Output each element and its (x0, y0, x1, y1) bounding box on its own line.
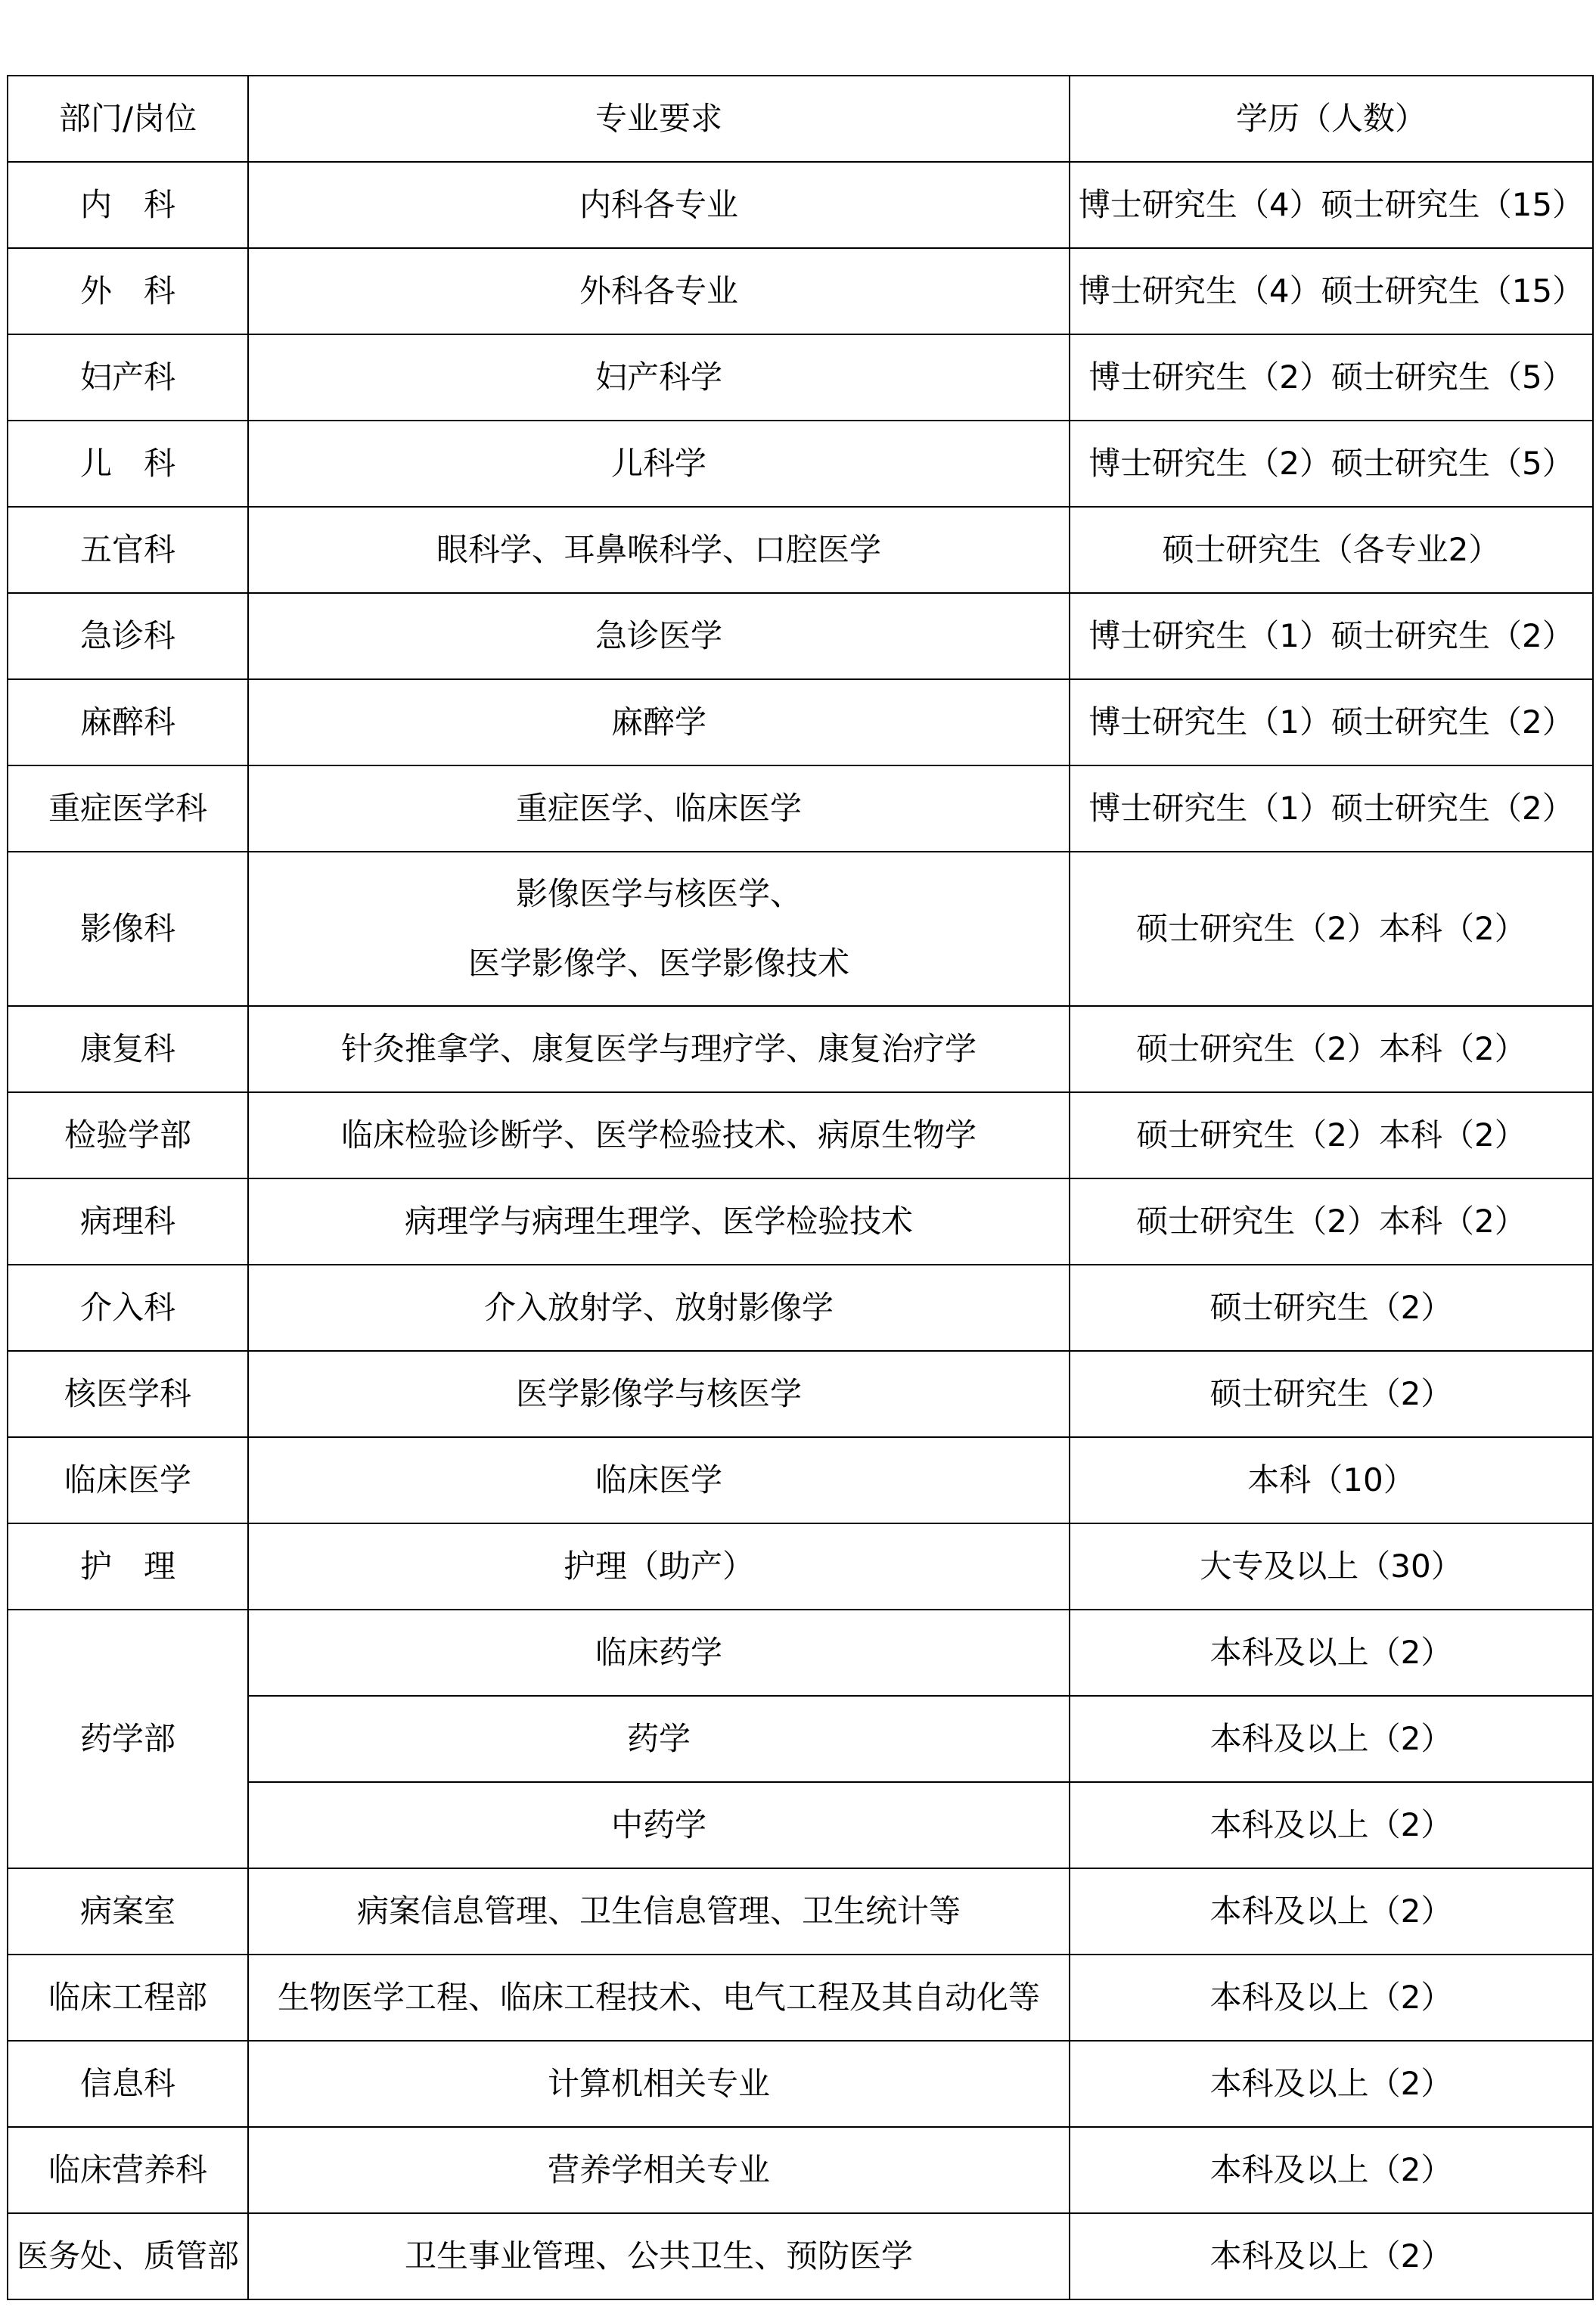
dept-cell: 临床营养科 (8, 2127, 248, 2213)
edu-cell: 博士研究生（4）硕士研究生（15） (1070, 162, 1593, 248)
dept-cell: 临床医学 (8, 1437, 248, 1523)
recruitment-table (7, 75, 1594, 2300)
major-line: 影像医学与核医学、 (515, 875, 802, 912)
dept-cell: 康复科 (8, 1006, 248, 1092)
edu-cell: 硕士研究生（2） (1070, 1351, 1593, 1437)
table-row (8, 1523, 1593, 1610)
dept-cell: 医务处、质管部 (8, 2213, 248, 2299)
dept-cell: 妇产科 (8, 334, 248, 421)
dept-cell: 信息科 (8, 2041, 248, 2127)
table-row (8, 852, 1593, 1006)
edu-cell: 博士研究生（2）硕士研究生（5） (1070, 421, 1593, 507)
edu-cell: 本科及以上（2） (1070, 1955, 1593, 2041)
dept-cell: 护 理 (8, 1523, 248, 1610)
major-cell: 计算机相关专业 (248, 2041, 1070, 2127)
edu-cell: 本科及以上（2） (1070, 1782, 1593, 1868)
major-cell: 营养学相关专业 (248, 2127, 1070, 2213)
table-row (8, 1351, 1593, 1437)
major-cell: 眼科学、耳鼻喉科学、口腔医学 (248, 507, 1070, 593)
table-row (8, 162, 1593, 248)
edu-cell: 本科（10） (1070, 1437, 1593, 1523)
edu-cell: 博士研究生（1）硕士研究生（2） (1070, 593, 1593, 679)
edu-cell: 大专及以上（30） (1070, 1523, 1593, 1610)
column-header-education: 学历（人数） (1070, 76, 1593, 162)
major-cell: 药学 (248, 1696, 1070, 1782)
dept-cell: 儿 科 (8, 421, 248, 507)
major-cell: 中药学 (248, 1782, 1070, 1868)
major-cell: 儿科学 (248, 421, 1070, 507)
table-row (8, 1178, 1593, 1265)
column-header-department: 部门/岗位 (8, 76, 248, 162)
major-cell: 临床检验诊断学、医学检验技术、病原生物学 (248, 1092, 1070, 1178)
table-row (8, 1868, 1593, 1955)
table-row (8, 248, 1593, 334)
table-row (8, 765, 1593, 852)
major-cell: 介入放射学、放射影像学 (248, 1265, 1070, 1351)
table-row (8, 679, 1593, 765)
major-cell: 病理学与病理生理学、医学检验技术 (248, 1178, 1070, 1265)
major-cell: 急诊医学 (248, 593, 1070, 679)
major-cell: 临床药学 (248, 1610, 1070, 1696)
dept-cell: 核医学科 (8, 1351, 248, 1437)
major-cell: 临床医学 (248, 1437, 1070, 1523)
major-cell: 外科各专业 (248, 248, 1070, 334)
edu-cell: 硕士研究生（2）本科（2） (1070, 1092, 1593, 1178)
edu-cell: 博士研究生（1）硕士研究生（2） (1070, 765, 1593, 852)
table-row (8, 1265, 1593, 1351)
edu-cell: 硕士研究生（2）本科（2） (1070, 852, 1593, 1006)
table-row (8, 2041, 1593, 2127)
dept-cell: 病理科 (8, 1178, 248, 1265)
dept-cell: 介入科 (8, 1265, 248, 1351)
edu-cell: 本科及以上（2） (1070, 1696, 1593, 1782)
table-row (8, 1437, 1593, 1523)
table-row (8, 334, 1593, 421)
edu-cell: 本科及以上（2） (1070, 2127, 1593, 2213)
dept-cell: 外 科 (8, 248, 248, 334)
major-cell: 病案信息管理、卫生信息管理、卫生统计等 (248, 1868, 1070, 1955)
major-cell: 内科各专业 (248, 162, 1070, 248)
major-cell: 麻醉学 (248, 679, 1070, 765)
major-cell: 护理（助产） (248, 1523, 1070, 1610)
edu-cell: 本科及以上（2） (1070, 1610, 1593, 1696)
major-cell: 医学影像学与核医学 (248, 1351, 1070, 1437)
edu-cell: 本科及以上（2） (1070, 1868, 1593, 1955)
table-row (8, 593, 1593, 679)
edu-cell: 硕士研究生（2）本科（2） (1070, 1178, 1593, 1265)
table-row (8, 1955, 1593, 2041)
edu-cell: 博士研究生（2）硕士研究生（5） (1070, 334, 1593, 421)
edu-cell: 硕士研究生（2） (1070, 1265, 1593, 1351)
dept-cell: 重症医学科 (8, 765, 248, 852)
edu-cell: 硕士研究生（各专业2） (1070, 507, 1593, 593)
column-header-major: 专业要求 (248, 76, 1070, 162)
dept-cell: 药学部 (8, 1610, 248, 1868)
major-cell: 卫生事业管理、公共卫生、预防医学 (248, 2213, 1070, 2299)
dept-cell: 麻醉科 (8, 679, 248, 765)
major-cell: 针灸推拿学、康复医学与理疗学、康复治疗学 (248, 1006, 1070, 1092)
table-row (8, 507, 1593, 593)
major-cell: 生物医学工程、临床工程技术、电气工程及其自动化等 (248, 1955, 1070, 2041)
table-row (8, 1092, 1593, 1178)
dept-cell: 五官科 (8, 507, 248, 593)
table-row (8, 421, 1593, 507)
major-cell: 妇产科学 (248, 334, 1070, 421)
edu-cell: 本科及以上（2） (1070, 2213, 1593, 2299)
dept-cell: 影像科 (8, 852, 248, 1006)
major-line: 医学影像学、医学影像技术 (467, 945, 849, 982)
table-row (8, 1006, 1593, 1092)
edu-cell: 博士研究生（4）硕士研究生（15） (1070, 248, 1593, 334)
edu-cell: 本科及以上（2） (1070, 2041, 1593, 2127)
edu-cell: 博士研究生（1）硕士研究生（2） (1070, 679, 1593, 765)
table-row (8, 2127, 1593, 2213)
dept-cell: 急诊科 (8, 593, 248, 679)
dept-cell: 临床工程部 (8, 1955, 248, 2041)
table-row (8, 2213, 1593, 2299)
major-cell: 重症医学、临床医学 (248, 765, 1070, 852)
dept-cell: 检验学部 (8, 1092, 248, 1178)
table-header-row (8, 76, 1593, 162)
dept-cell: 病案室 (8, 1868, 248, 1955)
major-cell (248, 852, 1070, 1006)
table-row (8, 1610, 1593, 1696)
edu-cell: 硕士研究生（2）本科（2） (1070, 1006, 1593, 1092)
dept-cell: 内 科 (8, 162, 248, 248)
